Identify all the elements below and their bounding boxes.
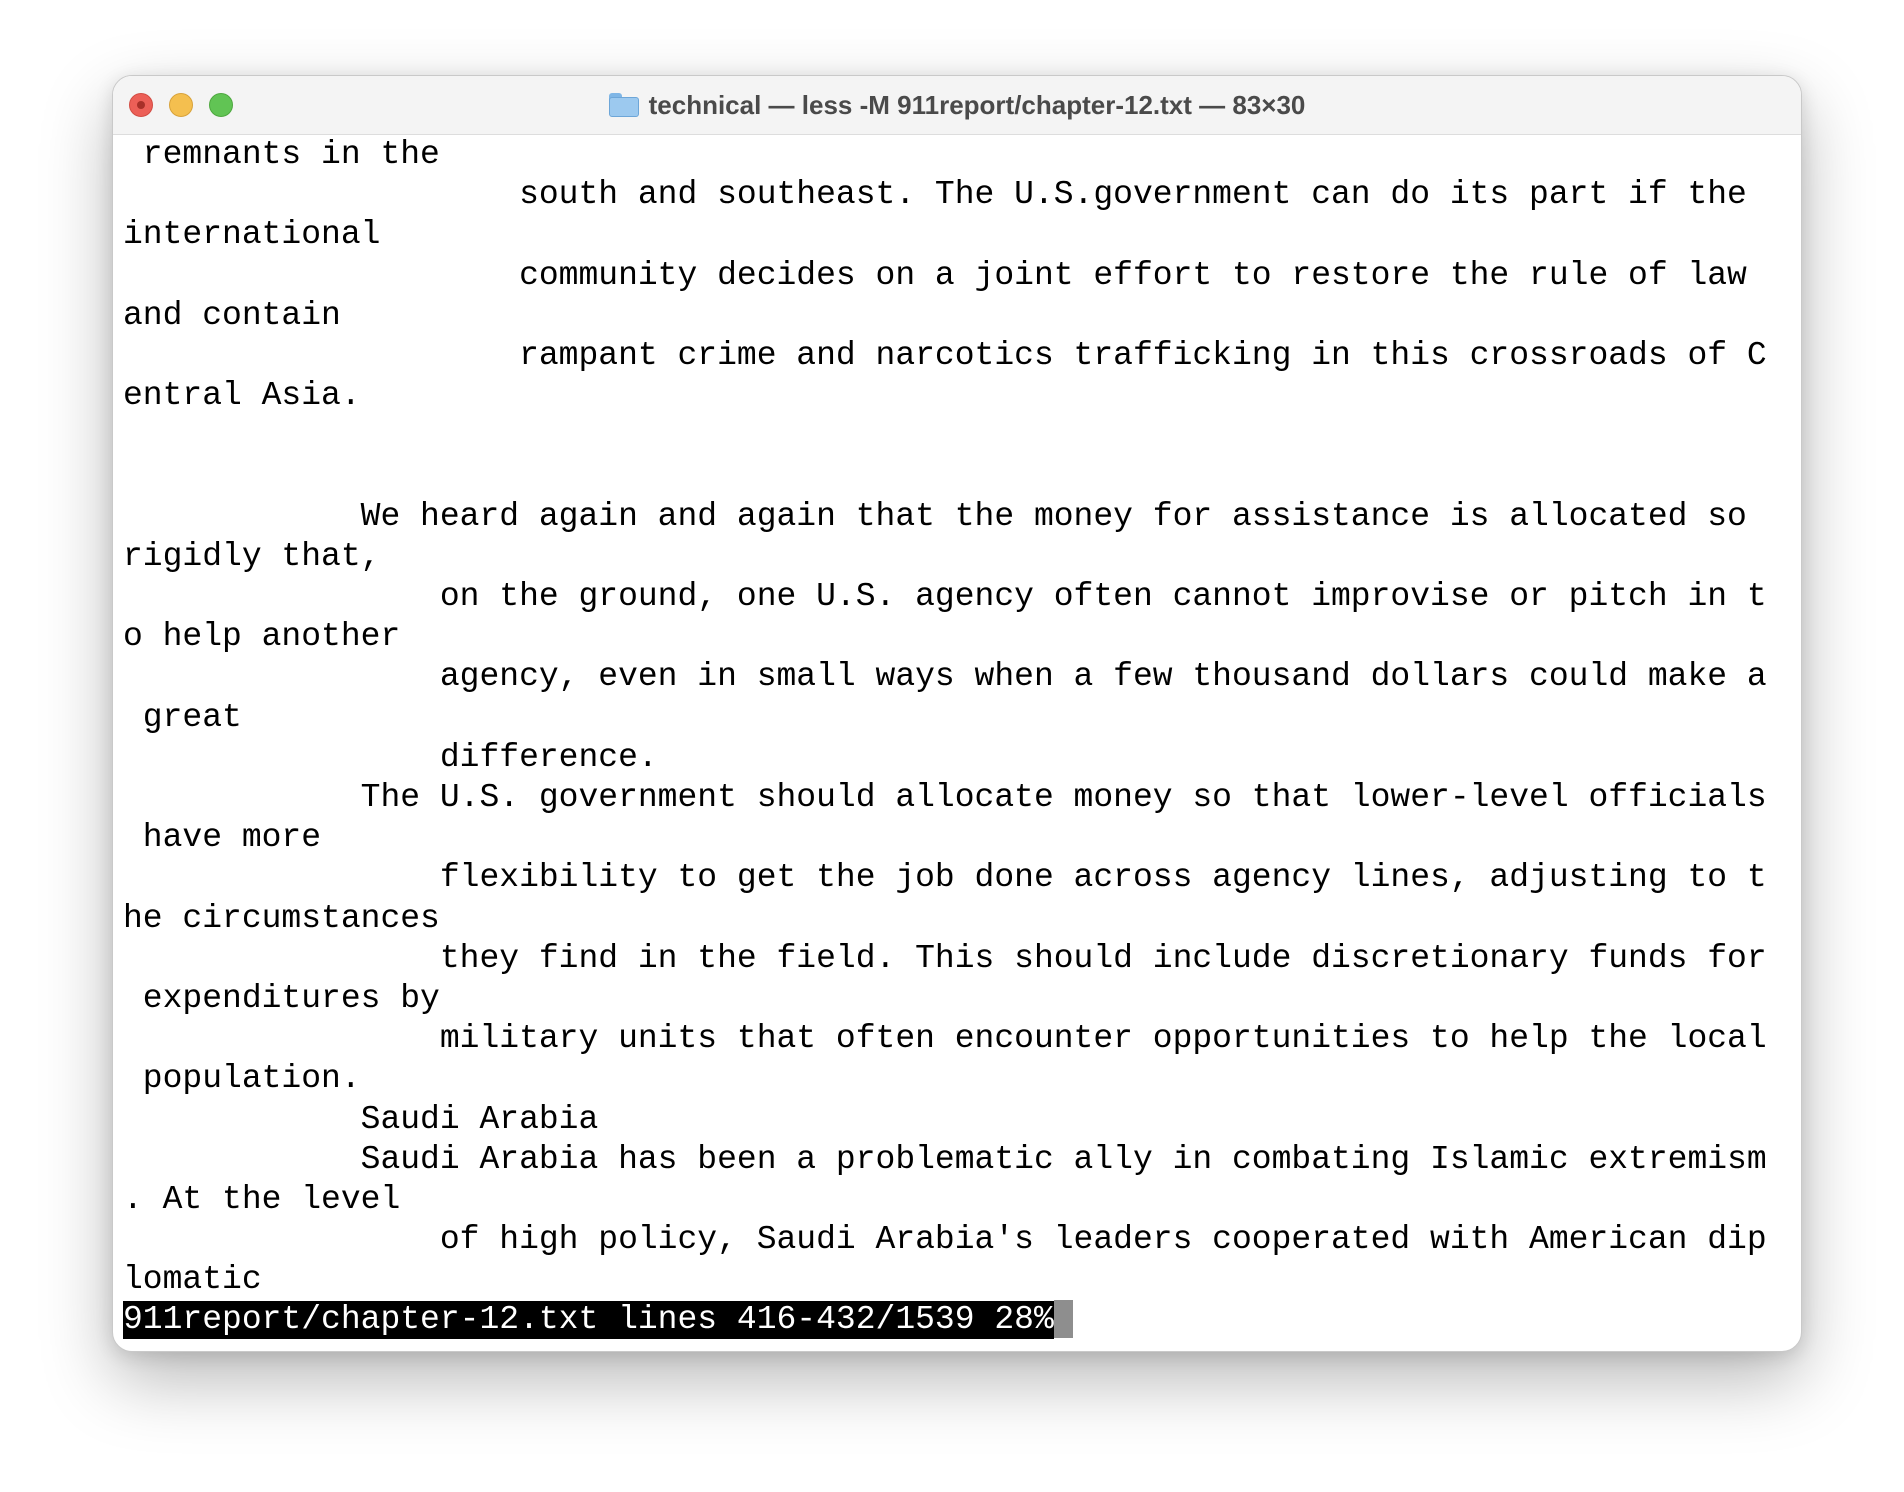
terminal-line: Saudi Arabia has been a problematic ally in combating Islamic extremism [123, 1140, 1767, 1178]
terminal-line: community decides on a joint effort to restore the rule of law [123, 256, 1747, 294]
terminal-line: rampant crime and narcotics trafficking in this crossroads of C [123, 336, 1767, 374]
terminal-line [123, 457, 1791, 497]
terminal-line: We heard again and again that the money for assistance is allocated so [123, 497, 1747, 535]
terminal-line: they find in the field. This should include discretionary funds for [123, 939, 1767, 977]
terminal-line: agency, even in small ways when a few thousand dollars could make a [123, 658, 1767, 696]
terminal-line: military units that often encounter opportunities to help the local [123, 1020, 1767, 1058]
terminal-line: of high policy, Saudi Arabia's leaders cooperated with American dip [123, 1221, 1767, 1259]
less-status-bar: 911report/chapter-12.txt lines 416-432/1539 28% [123, 1301, 1054, 1339]
terminal-window [112, 75, 1802, 1352]
terminal-line: he circumstances [123, 899, 440, 937]
terminal-line: lomatic [123, 1261, 262, 1299]
less-prompt-line [123, 1300, 1791, 1340]
terminal-line: on the ground, one U.S. agency often cannot improvise or pitch in t [123, 578, 1767, 616]
terminal-line: and contain [123, 296, 341, 334]
window-title-group [113, 76, 1801, 134]
folder-icon [609, 93, 639, 117]
terminal-output[interactable] [123, 135, 1791, 1345]
terminal-line [123, 416, 1791, 456]
window-title: technical — less -M 911report/chapter-12.txt — 83×30 [648, 89, 1306, 120]
terminal-line: Saudi Arabia [123, 1100, 599, 1138]
terminal-line: flexibility to get the job done across agency lines, adjusting to t [123, 859, 1767, 897]
terminal-line: south and southeast. The U.S.government can do its part if the [123, 176, 1747, 214]
terminal-line: expenditures by [123, 979, 440, 1017]
terminal-line: entral Asia. [123, 377, 361, 415]
terminal-line: rigidly that, [123, 537, 381, 575]
terminal-line: remnants in the [123, 136, 440, 173]
terminal-line: international [123, 216, 381, 254]
terminal-line: The U.S. government should allocate money so that lower-level officials [123, 779, 1767, 816]
terminal-line: have more [123, 819, 322, 857]
title-bar[interactable] [113, 76, 1801, 135]
terminal-line: difference. [123, 738, 658, 776]
terminal-line: o help another [123, 618, 401, 656]
terminal-line: . At the level [123, 1180, 401, 1218]
text-cursor [1054, 1300, 1073, 1338]
terminal-line: population. [123, 1060, 361, 1098]
terminal-line: great [123, 698, 242, 736]
